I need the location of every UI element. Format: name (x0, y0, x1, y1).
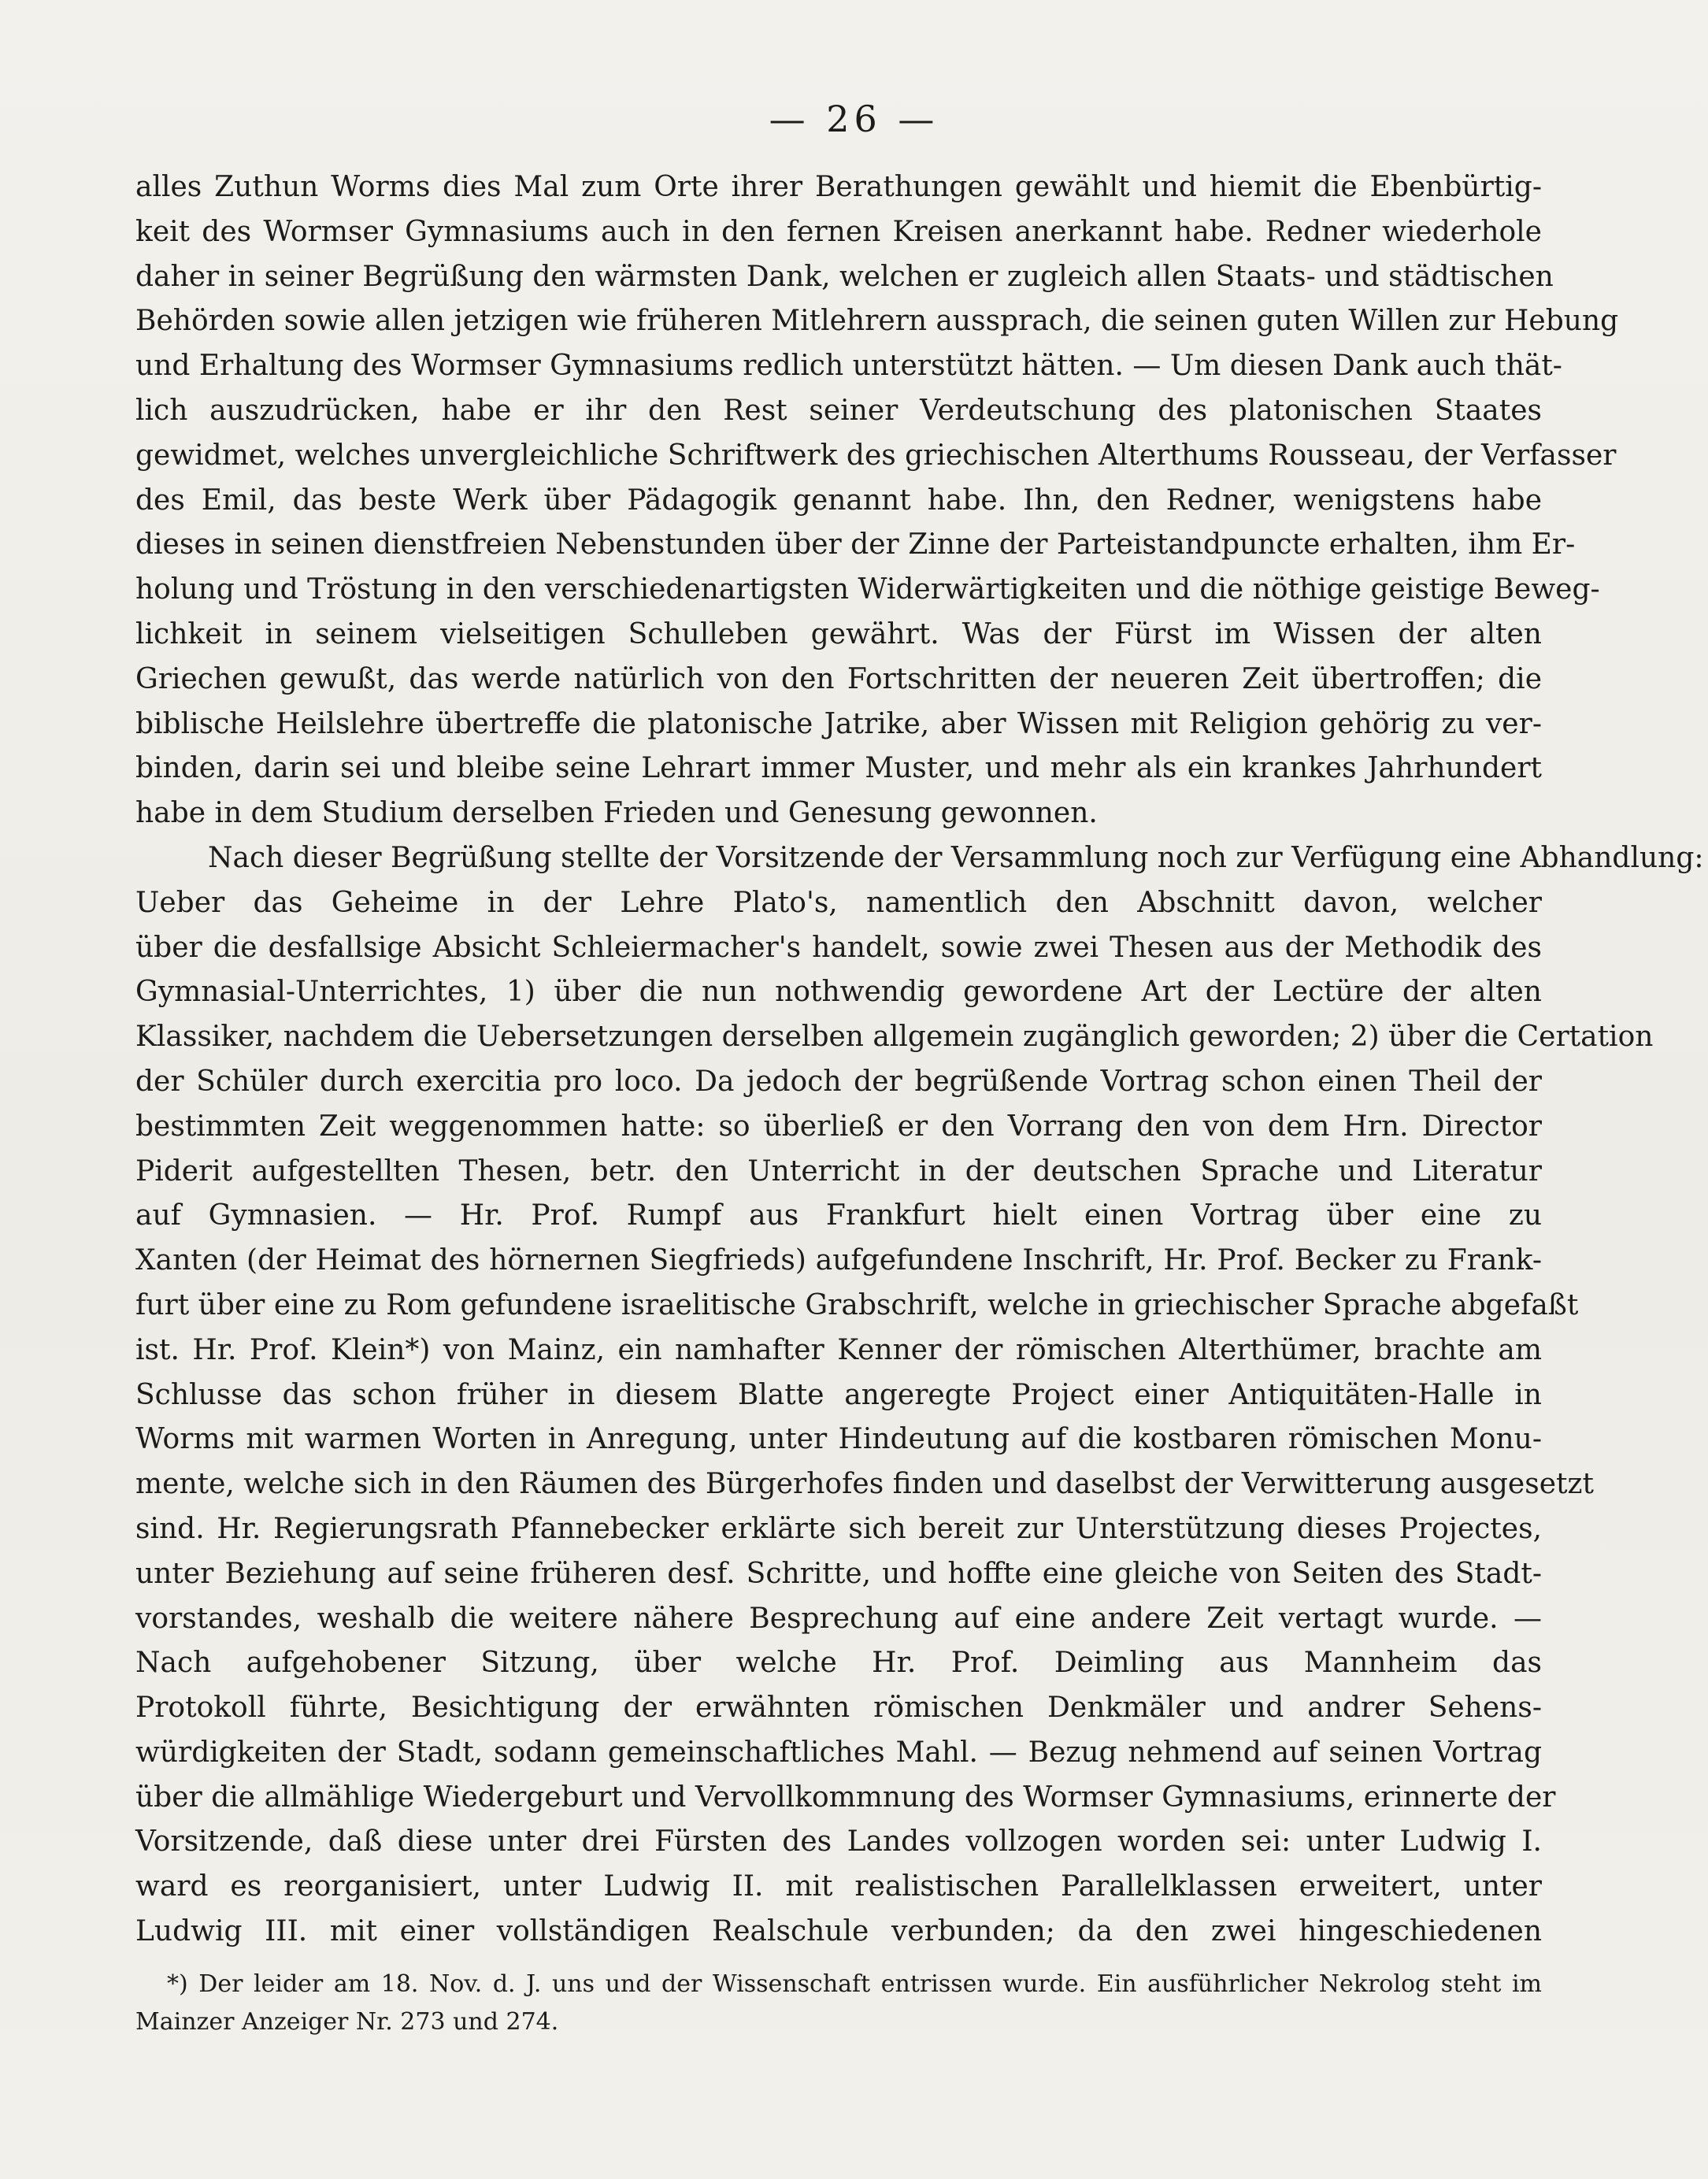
text-line: der Schüler durch exercitia pro loco. Da jedoch der begrüßende Vortrag schon einen Theil der (135, 1065, 1542, 1098)
text-line: Schlusse das schon früher in diesem Blatte angeregte Project einer Antiquitäten-Halle in (135, 1378, 1542, 1411)
text-line: ward es reorganisiert, unter Ludwig II. mit realistischen Parallelklassen erweitert, unter (135, 1870, 1542, 1903)
text-line: furt über eine zu Rom gefundene israelitische Grabschrift, welche in griechischer Sprache abgefaßt (135, 1288, 1579, 1321)
text-line: Nach aufgehobener Sitzung, über welche Hr. Prof. Deimling aus Mannheim das (135, 1647, 1542, 1680)
text-line: keit des Wormser Gymnasiums auch in den fernen Kreisen anerkannt habe. Redner wiederhole (135, 215, 1542, 248)
text-line: Xanten (der Heimat des hörnernen Siegfrieds) aufgefundene Inschrift, Hr. Prof. Becker zu Frank- (135, 1244, 1542, 1277)
text-line: bestimmten Zeit weggenommen hatte: so überließ er den Vorrang den von dem Hrn. Director (135, 1110, 1542, 1143)
text-line: des Emil, das beste Werk über Pädagogik genannt habe. Ihn, den Redner, wenigstens habe (135, 484, 1542, 517)
text-line: über die desfallsige Absicht Schleiermacher's handelt, sowie zwei Thesen aus der Methodik des (135, 931, 1542, 964)
text-line: gewidmet, welches unvergleichliche Schriftwerk des griechischen Alterthums Rousseau, der Verfasser (135, 439, 1617, 472)
paragraph-end-line: habe in dem Studium derselben Frieden und Genesung gewonnen. (135, 797, 1098, 830)
text-line: alles Zuthun Worms dies Mal zum Orte ihrer Berathungen gewählt und hiemit die Ebenbürtig- (135, 171, 1542, 203)
text-line: lichkeit in seinem vielseitigen Schulleben gewährt. Was der Fürst im Wissen der alten (135, 617, 1542, 650)
text-line: und Erhaltung des Wormser Gymnasiums redlich unterstützt hätten. — Um diesen Dank auch thät- (135, 350, 1562, 383)
text-line: Ueber das Geheime in der Lehre Plato's, namentlich den Abschnitt davon, welcher (135, 886, 1542, 919)
text-line: lich auszudrücken, habe er ihr den Rest seiner Verdeutschung des platonischen Staates (135, 394, 1542, 427)
text-line: Gymnasial-Unterrichtes, 1) über die nun nothwendig gewordene Art der Lectüre der alten (135, 976, 1542, 1009)
text-line: Klassiker, nachdem die Uebersetzungen derselben allgemein zugänglich geworden; 2) über die Certation (135, 1021, 1654, 1054)
text-line: Behörden sowie allen jetzigen wie früheren Mitlehrern aussprach, die seinen guten Willen zur Hebung (135, 305, 1619, 338)
text-line: biblische Heilslehre übertreffe die platonische Jatrike, aber Wissen mit Religion gehörig zu ver- (135, 707, 1542, 740)
text-line: sind. Hr. Regierungsrath Pfannebecker erklärte sich bereit zur Unterstützung dieses Projectes, (135, 1512, 1542, 1545)
text-line: Griechen gewußt, das werde natürlich von den Fortschritten der neueren Zeit übertroffen; die (135, 662, 1542, 695)
text-line: binden, darin sei und bleibe seine Lehrart immer Muster, und mehr als ein krankes Jahrhundert (135, 752, 1542, 785)
footnote-line: Mainzer Anzeiger Nr. 273 und 274. (135, 2008, 559, 2036)
text-line: über die allmählige Wiedergeburt und Vervollkommnung des Wormser Gymnasiums, erinnerte der (135, 1781, 1556, 1814)
text-line: Worms mit warmen Worten in Anregung, unter Hindeutung auf die kostbaren römischen Monu- (135, 1423, 1542, 1456)
text-line: unter Beziehung auf seine früheren desf. Schritte, und hoffte eine gleiche von Seiten des Stadt- (135, 1557, 1542, 1590)
text-line: Ludwig III. mit einer vollständigen Realschule verbunden; da den zwei hingeschiedenen (135, 1915, 1542, 1948)
text-line: Piderit aufgestellten Thesen, betr. den Unterricht in der deutschen Sprache und Literatur (135, 1154, 1542, 1188)
text-line: würdigkeiten der Stadt, sodann gemeinschaftliches Mahl. — Bezug nehmend auf seinen Vortrag (135, 1736, 1542, 1769)
text-line: daher in seiner Begrüßung den wärmsten Dank, welchen er zugleich allen Staats- und städtischen (135, 260, 1554, 293)
text-line: auf Gymnasien. — Hr. Prof. Rumpf aus Frankfurt hielt einen Vortrag über eine zu (135, 1199, 1542, 1232)
text-line: Vorsitzende, daß diese unter drei Fürsten des Landes vollzogen worden sei: unter Ludwig I. (135, 1825, 1542, 1858)
body-text (135, 165, 1704, 1955)
footnote-line: *) Der leider am 18. Nov. d. J. uns und der Wissenschaft entrissen wurde. Ein ausführlicher Nekrolog steht im (167, 1970, 1542, 1998)
text-line: dieses in seinen dienstfreien Nebenstunden über der Zinne der Parteistandpuncte erhalten, ihm Er- (135, 528, 1576, 561)
text-line: Protokoll führte, Besichtigung der erwähnten römischen Denkmäler und andrer Sehens- (135, 1692, 1542, 1725)
paragraph-start-line: Nach dieser Begrüßung stellte der Vorsitzende der Versammlung noch zur Verfügung eine Abhandlung: (208, 841, 1704, 874)
text-line: mente, welche sich in den Räumen des Bürgerhofes finden und daselbst der Verwitterung ausgesetzt (135, 1468, 1594, 1501)
text-line: holung und Tröstung in den verschiedenartigsten Widerwärtigkeiten und die nöthige geistige Beweg- (135, 573, 1600, 606)
text-line: vorstandes, weshalb die weitere nähere Besprechung auf eine andere Zeit vertagt wurde. — (135, 1602, 1542, 1635)
text-line: ist. Hr. Prof. Klein*) von Mainz, ein namhafter Kenner der römischen Alterthümer, brachte am (135, 1333, 1542, 1366)
page-number: — 26 — (769, 98, 939, 140)
footnotes (135, 1966, 1542, 2041)
